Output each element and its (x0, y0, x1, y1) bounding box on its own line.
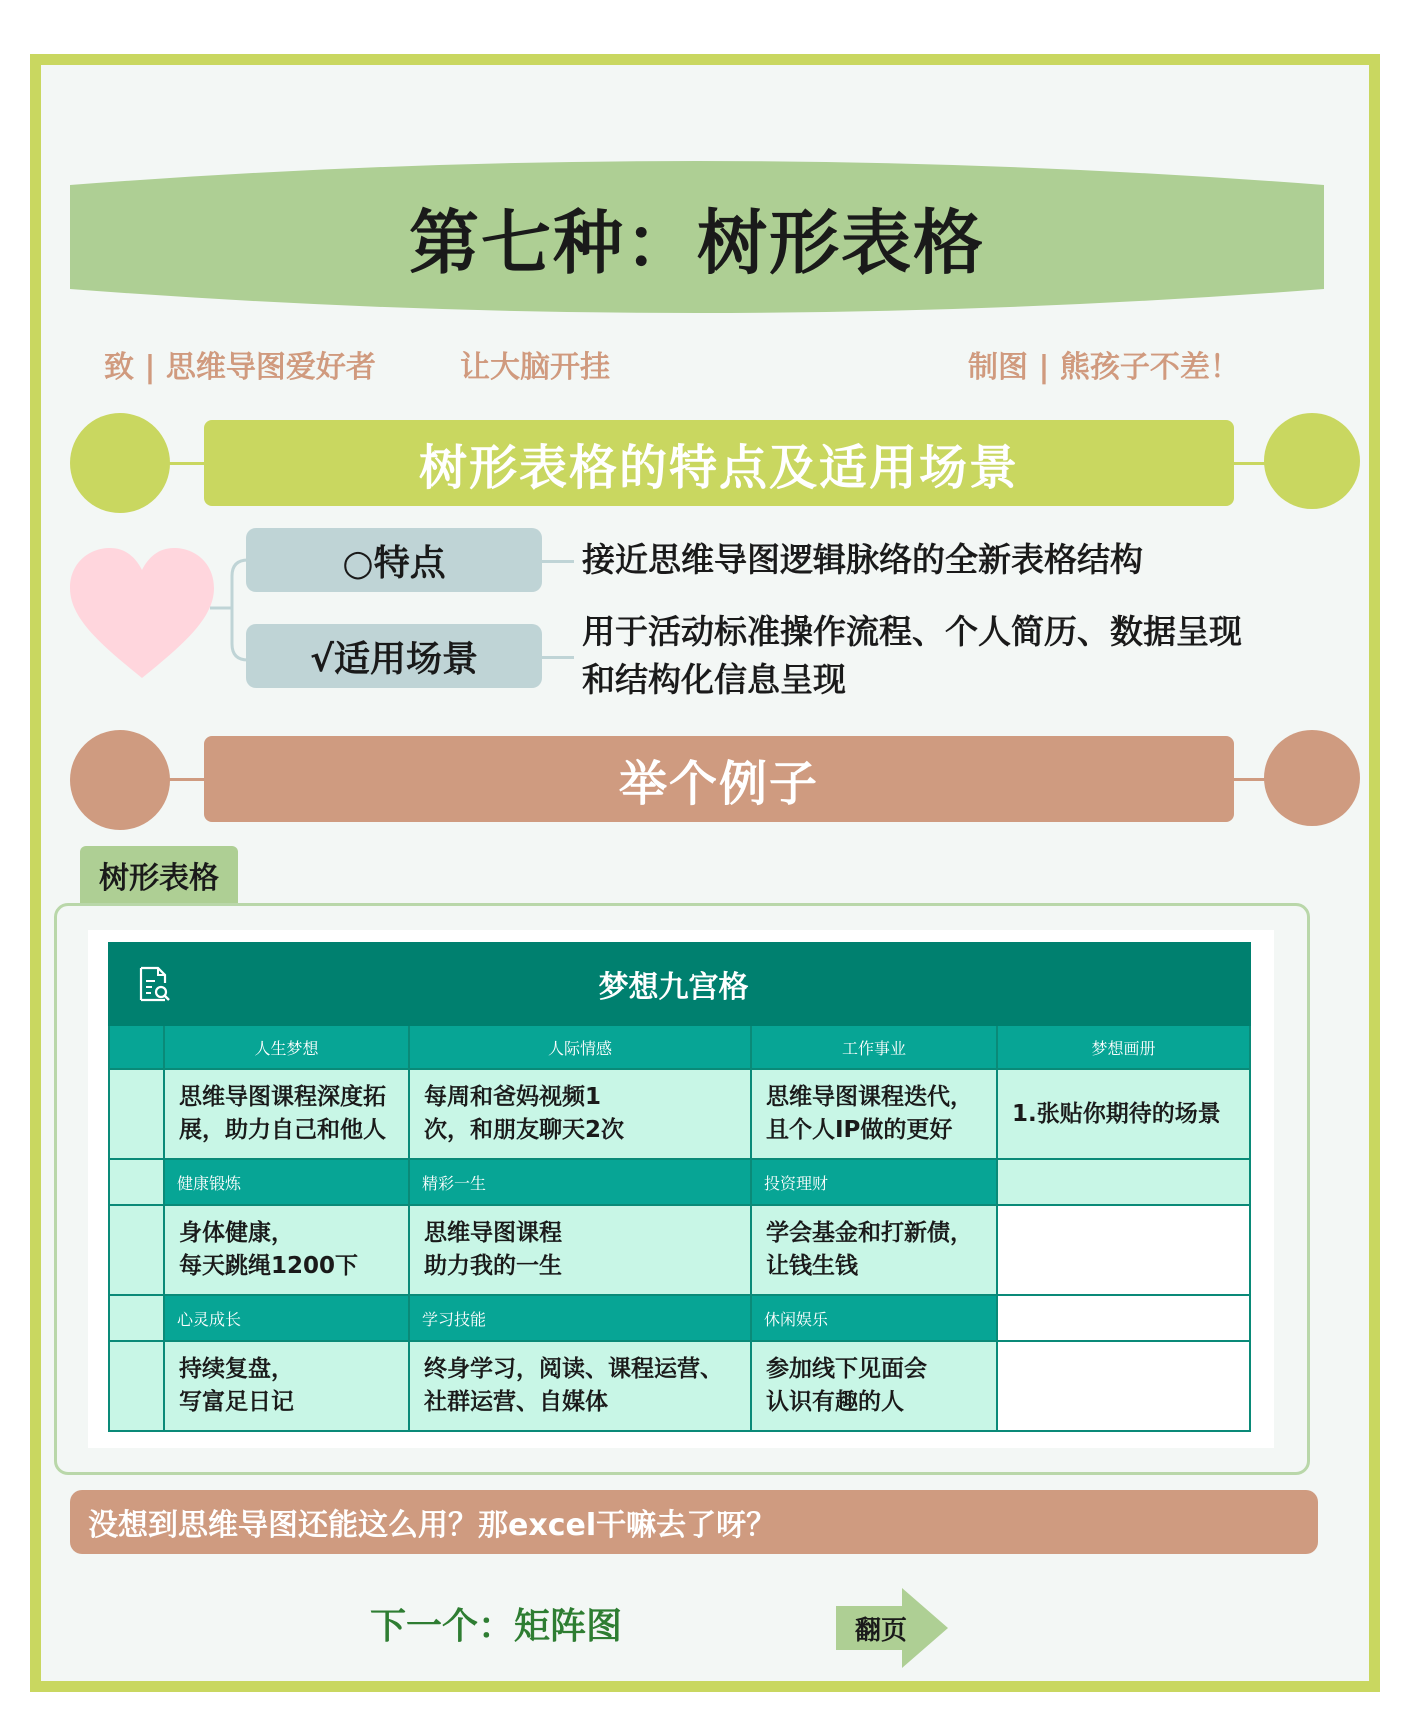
header-cell: 工作事业 (752, 1026, 998, 1070)
page-turn-button[interactable]: 翻页 (854, 1615, 907, 1646)
header-spacer (108, 1026, 165, 1070)
table-cell: 思维导图课程 助力我的一生 (410, 1206, 752, 1296)
heart-icon (70, 548, 214, 680)
table-cell: 思维导图课程深度拓 展，助力自己和他人 (165, 1070, 410, 1160)
row-spacer (108, 1206, 165, 1296)
scenario-description-line1: 用于活动标准操作流程、个人简历、数据呈现 (582, 612, 1242, 651)
table-cell: 思维导图课程迭代， 且个人IP做的更好 (752, 1070, 998, 1160)
section1-right-circle (1264, 413, 1360, 509)
subheader-cell: 精彩一生 (410, 1160, 752, 1206)
table-cell: 1.张贴你期待的场景 (998, 1070, 1251, 1160)
section2-heading: 举个例子 (204, 736, 1234, 822)
subheader-cell: 休闲娱乐 (752, 1296, 998, 1342)
tree-branch-connector (210, 556, 250, 662)
question-banner: 没想到思维导图还能这么用？那excel干嘛去了呀？ (70, 1490, 1318, 1554)
section2-left-circle (70, 730, 170, 830)
scenario-description-line2: 和结构化信息呈现 (582, 660, 846, 699)
subheader-cell: 心灵成长 (165, 1296, 410, 1342)
feature-description: 接近思维导图逻辑脉络的全新表格结构 (582, 540, 1143, 579)
next-topic-link[interactable]: 下一个：矩阵图 (370, 1606, 623, 1647)
subheader-cell: 投资理财 (752, 1160, 998, 1206)
page-title: 第七种：树形表格 (409, 201, 985, 284)
section2-right-circle (1264, 730, 1360, 826)
section1-right-connector (1232, 462, 1268, 465)
header-cell: 人生梦想 (165, 1026, 410, 1070)
section1-heading: 树形表格的特点及适用场景 (204, 420, 1234, 506)
section1-left-connector (168, 462, 208, 465)
table-cell: 持续复盘， 写富足日记 (165, 1342, 410, 1432)
header-cell: 人际情感 (410, 1026, 752, 1070)
header-cell: 梦想画册 (998, 1026, 1251, 1070)
table-cell: 参加线下见面会 认识有趣的人 (752, 1342, 998, 1432)
section2-left-connector (168, 778, 208, 781)
table-title: 梦想九宫格 (598, 970, 749, 1005)
row-spacer (108, 1296, 165, 1342)
scenario-connector (542, 656, 574, 659)
subheader-cell: 学习技能 (410, 1296, 752, 1342)
feature-label: ○特点 (246, 528, 542, 592)
row-spacer (108, 1160, 165, 1206)
credit-author: 制图 | 熊孩子不差！ (968, 350, 1240, 385)
row-spacer (108, 1342, 165, 1432)
dream-grid-table (108, 942, 1251, 1432)
table-cell: 每周和爸妈视频1 次，和朋友聊天2次 (410, 1070, 752, 1160)
scenario-label: √适用场景 (246, 624, 542, 688)
credit-slogan: 让大脑开挂 (460, 350, 610, 385)
example-tag: 树形表格 (80, 846, 238, 904)
empty-cell (998, 1296, 1251, 1342)
empty-cell (998, 1342, 1251, 1432)
empty-cell (998, 1206, 1251, 1296)
table-cell: 终身学习，阅读、课程运营、 社群运营、自媒体 (410, 1342, 752, 1432)
subheader-cell: 健康锻炼 (165, 1160, 410, 1206)
section2-right-connector (1232, 778, 1268, 781)
empty-cell (998, 1160, 1251, 1206)
section1-left-circle (70, 413, 170, 513)
scenario-description (582, 608, 1242, 704)
table-cell: 学会基金和打新债， 让钱生钱 (752, 1206, 998, 1296)
feature-connector (542, 560, 574, 563)
row-spacer (108, 1070, 165, 1160)
table-cell: 身体健康， 每天跳绳1200下 (165, 1206, 410, 1296)
credit-audience: 致 | 思维导图爱好者 (104, 350, 376, 385)
